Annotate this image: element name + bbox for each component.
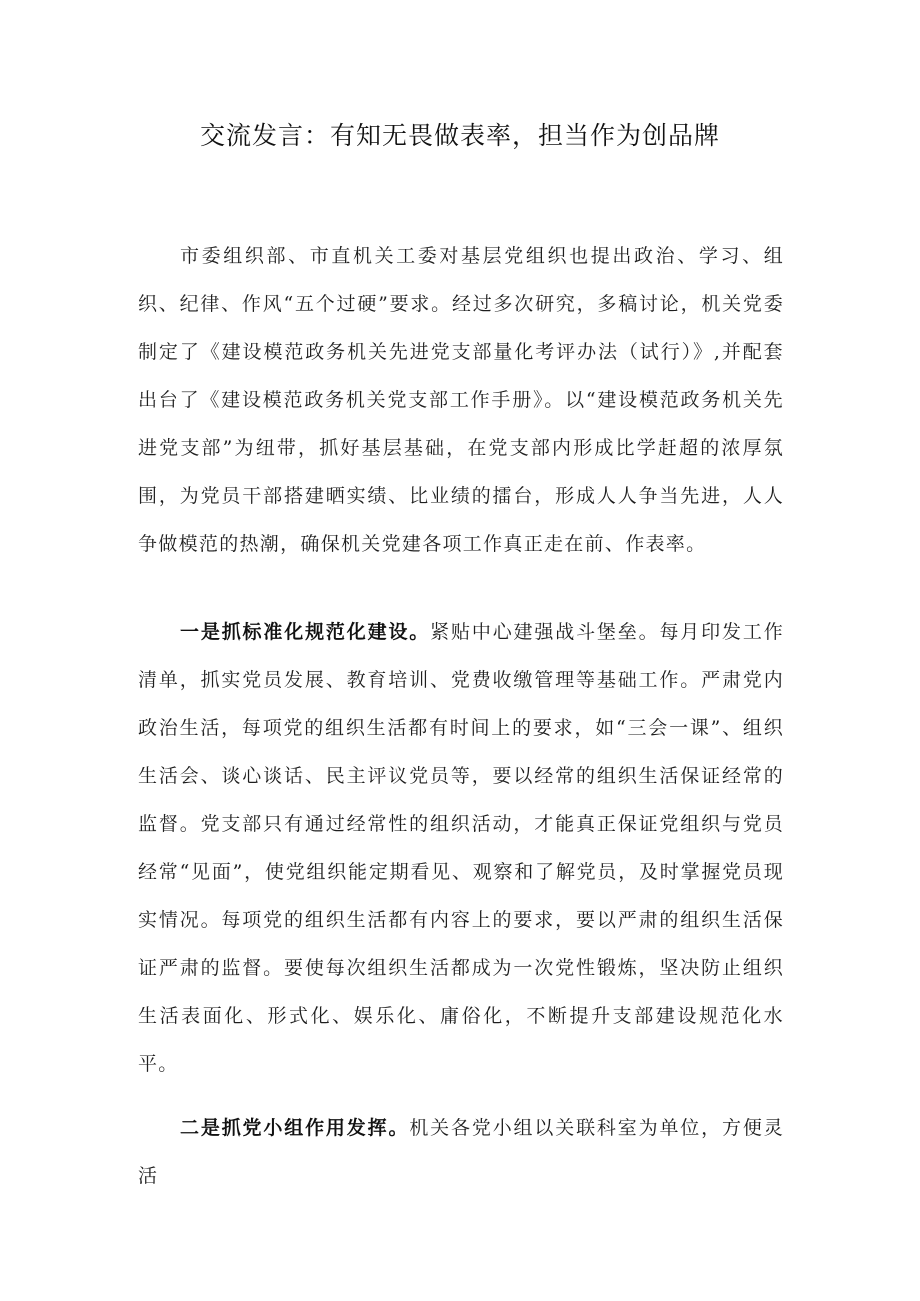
paragraph-intro-text: 市委组织部、市直机关工委对基层党组织也提出政治、学习、组织、纪律、作风“五个过硬”要求。经过多次研究，多稿讨论，机关党委制定了《建设模范政务机关先进党支部量化考评办法（试行）》,并配套出台了《建设模范政务机关党支部工作手册》。以“建设模范政务机关先进党支部”为纽带，抓好基层基础，在党支部内形成比学赶超的浓厚氛围，为党员干部搭建晒实绩、比业绩的擂台，形成人人争当先进，人人争做模范的热潮，确保机关党建各项工作真正走在前、作表率。 [138,245,784,555]
paragraph-intro [138,232,784,568]
paragraph-party-group [138,1104,784,1200]
paragraph-standardization-text: 紧贴中心建强战斗堡垒。每月印发工作清单，抓实党员发展、教育培训、党费收缴管理等基础工作。严肃党内政治生活，每项党的组织生活都有时间上的要求，如“三会一课”、组织生活会、谈心谈话、民主评议党员等，要以经常的组织生活保证经常的监督。党支部只有通过经常性的组织活动，才能真正保证党组织与党员经常“见面”，使党组织能定期看见、观察和了解党员，及时掌握党员现实情况。每项党的组织生活都有内容上的要求，要以严肃的组织生活保证严肃的监督。要使每次组织生活都成为一次党性锻炼，坚决防止组织生活表面化、形式化、娱乐化、庸俗化，不断提升支部建设规范化水平。 [138,621,784,1075]
paragraph-standardization [138,608,784,1088]
document-title: 交流发言：有知无畏做表率，担当作为创品牌 [199,121,720,150]
paragraph-party-group-text: 机关各党小组以关联科室为单位，方便灵活 [138,1117,784,1187]
paragraph-standardization-lead: 一是抓标准化规范化建设。 [180,621,431,643]
paragraph-party-group-lead: 二是抓党小组作用发挥。 [180,1117,410,1139]
